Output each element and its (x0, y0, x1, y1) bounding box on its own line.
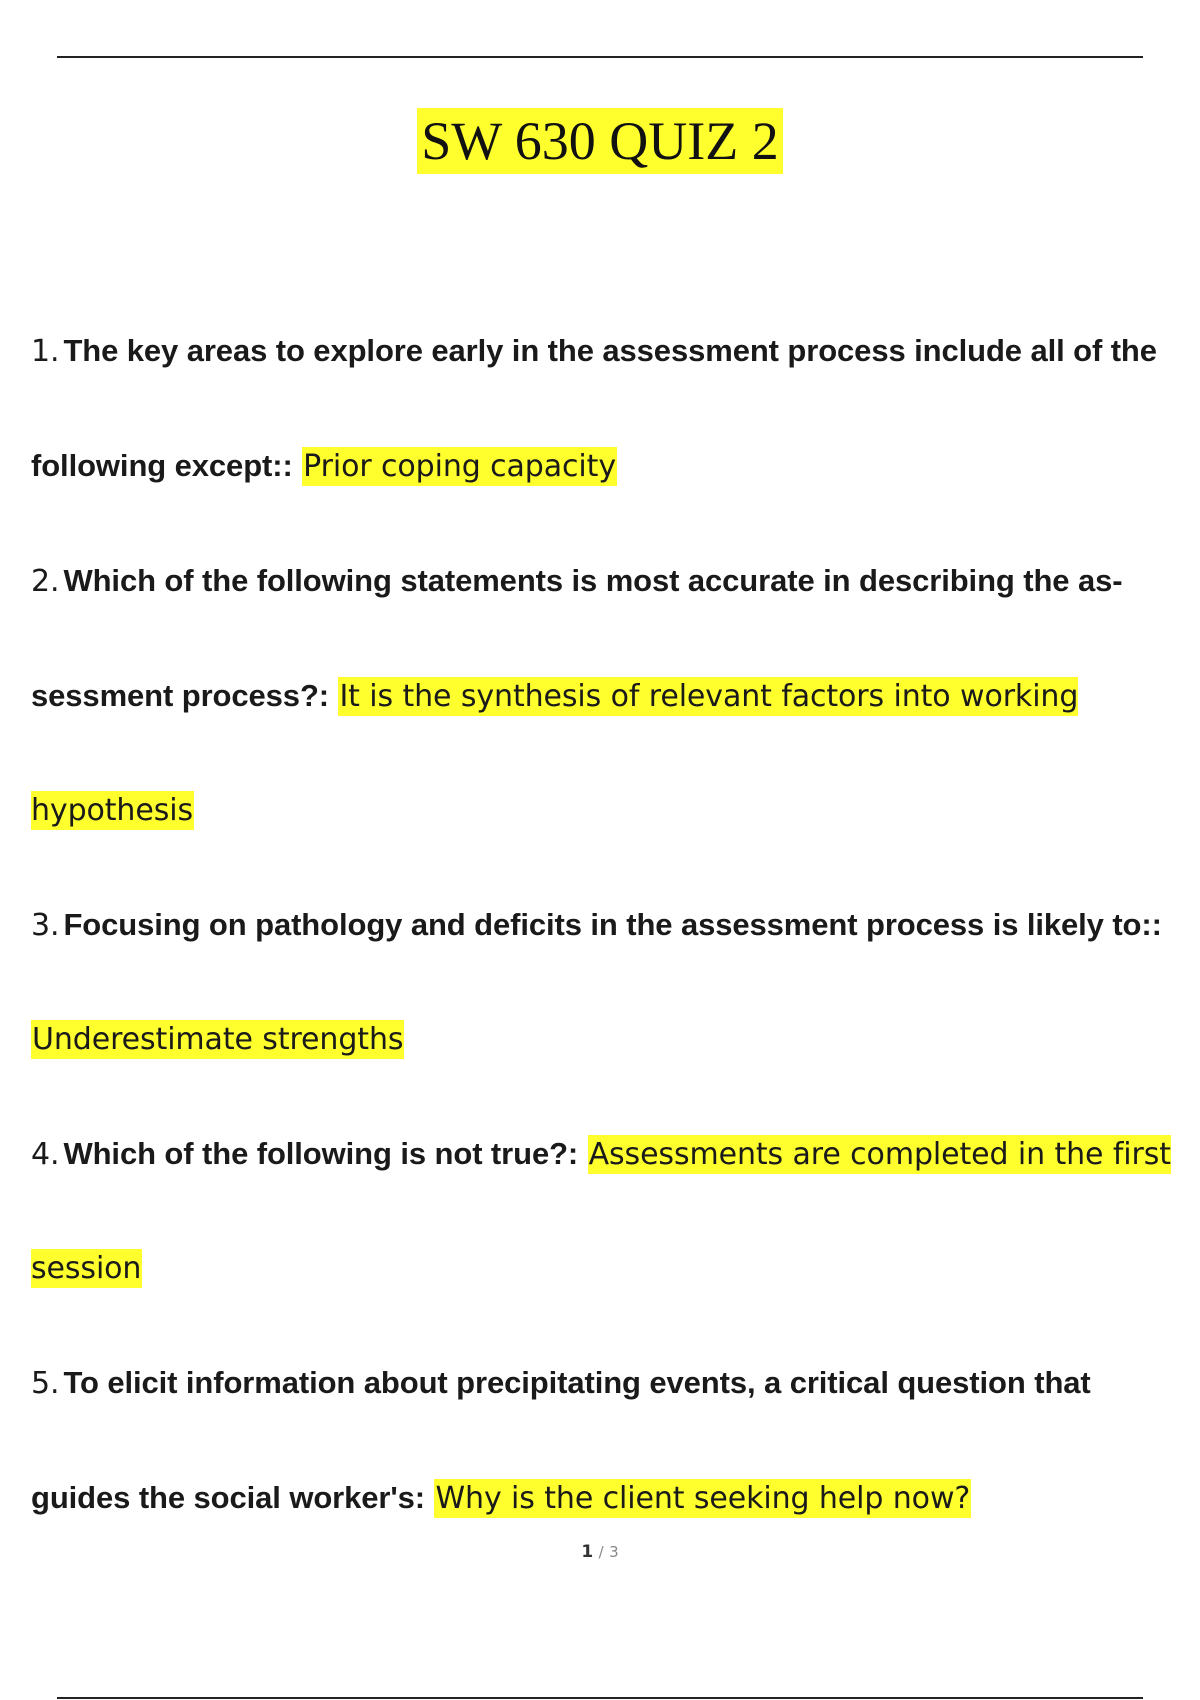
page-current: 1 (581, 1542, 594, 1562)
answer-highlight: Why is the client seeking help now? (435, 1481, 971, 1516)
answer-highlight: Prior coping capacity (303, 449, 616, 484)
document-title: SW 630 QUIZ 2 (417, 108, 783, 174)
question-item-1 (31, 294, 1181, 524)
question-text: Focusing on pathology and deficits in the assessment process is likely to:: (63, 907, 1162, 942)
question-list (31, 294, 1181, 1556)
question-text: To elicit information about precipitating events, a critical question that guides the social worker's: (31, 1365, 1091, 1515)
question-number: 2. (31, 564, 60, 599)
question-text: Which of the following statements is most accurate in describing the as- sessment process?: (31, 563, 1123, 713)
question-item-3 (31, 868, 1181, 1097)
question-text: The key areas to explore early in the assessment process include all of the following except:: (31, 333, 1157, 483)
bottom-rule (57, 1697, 1143, 1699)
answer-highlight: Underestimate strengths (32, 1022, 404, 1057)
question-item-2 (31, 524, 1181, 868)
page-indicator (0, 1542, 1200, 1562)
question-number: 1. (31, 334, 60, 369)
answer-highlight: Assessments are completed in the first session (31, 1137, 1171, 1286)
question-item-5 (31, 1326, 1181, 1556)
question-number: 4. (31, 1137, 60, 1172)
answer-highlight: It is the synthesis of relevant factors into working hypothesis (31, 679, 1079, 828)
question-item-4 (31, 1097, 1181, 1326)
title-container (0, 108, 1200, 174)
question-text: Which of the following is not true?: (63, 1136, 579, 1171)
question-number: 5. (31, 1366, 60, 1401)
page-separator: / (598, 1543, 604, 1561)
question-number: 3. (31, 908, 60, 943)
page-total: 3 (609, 1543, 619, 1561)
top-rule (57, 56, 1143, 58)
